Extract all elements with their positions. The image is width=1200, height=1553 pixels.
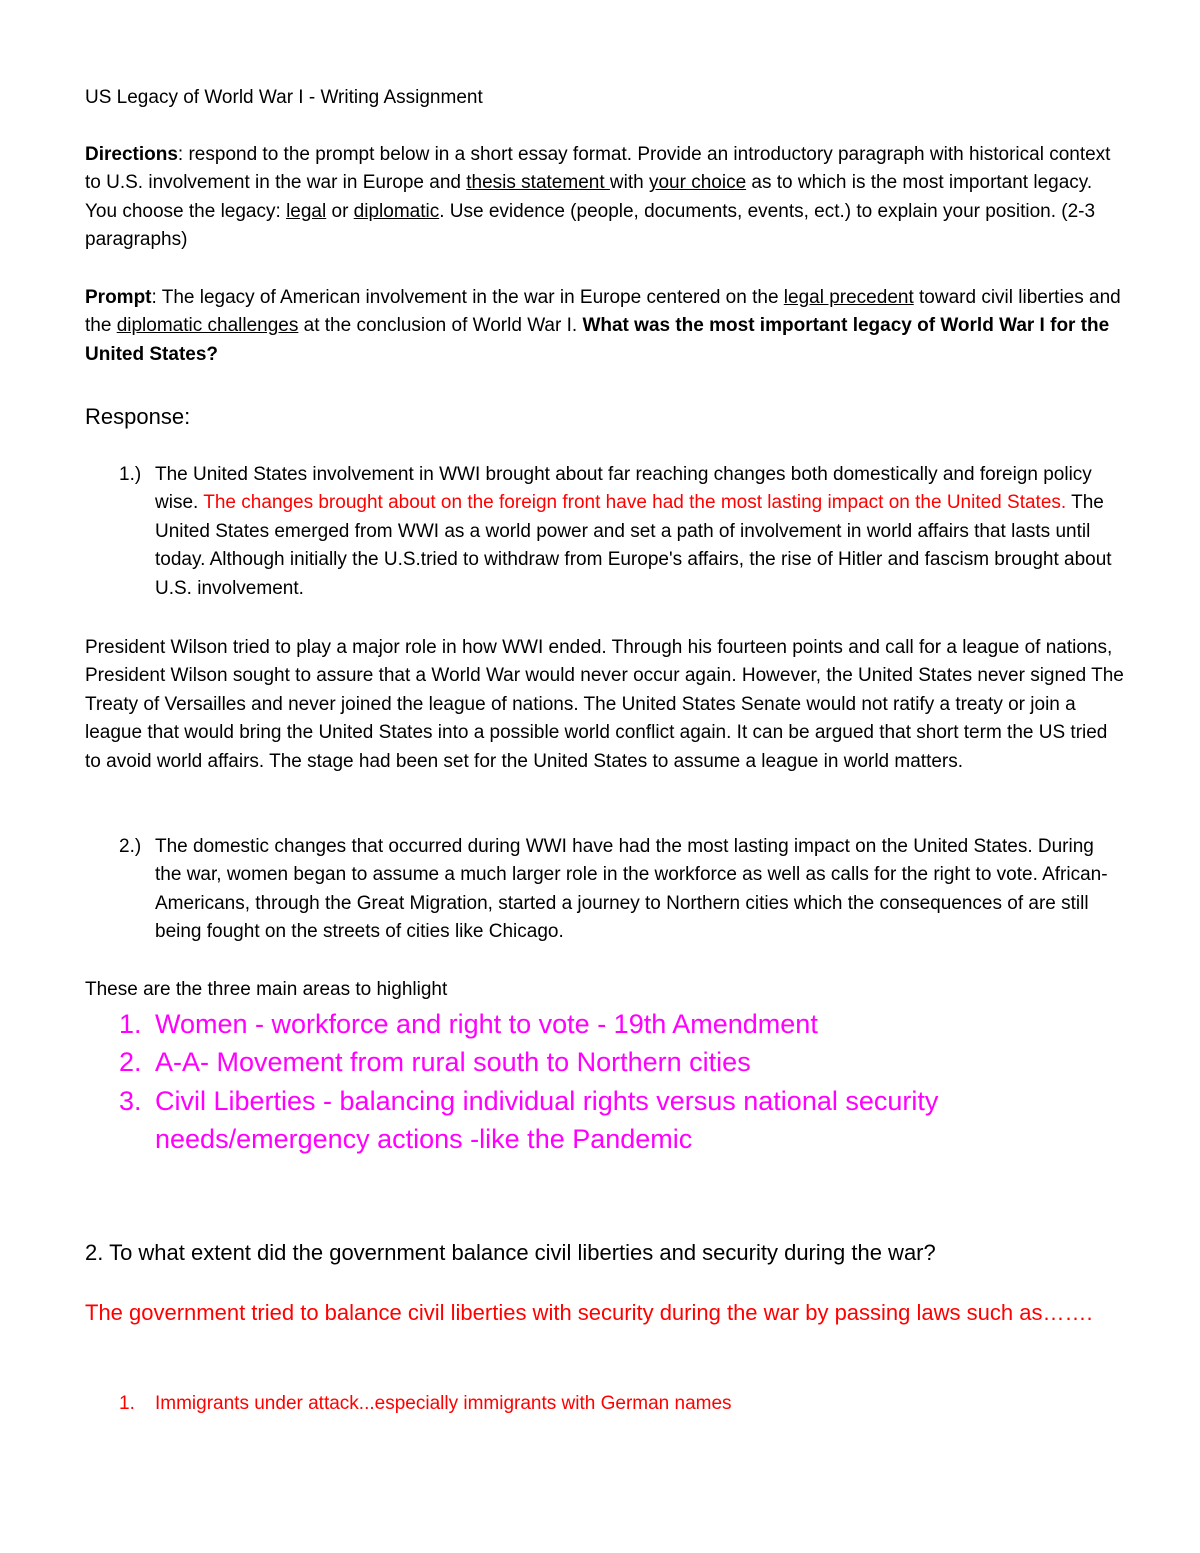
- list-number: 1.: [119, 1009, 142, 1039]
- prompt-text-1: : The legacy of American involvement in the war in Europe centered on the: [151, 287, 784, 308]
- answer-item-1: [119, 1390, 1119, 1418]
- response-label: Response:: [85, 404, 191, 429]
- document-title: US Legacy of World War I - Writing Assignment: [85, 87, 483, 108]
- response-item-1: [119, 461, 1119, 603]
- list-number: 1.: [119, 1393, 135, 1414]
- highlight-item-1: [119, 1005, 1119, 1043]
- prompt-text-3: at the conclusion of World War I.: [298, 315, 583, 337]
- list-item-text: Immigrants under attack...especially immigrants with German names: [155, 1393, 732, 1414]
- list-item-text: [155, 461, 1119, 603]
- item1-text-1: The United States involvement in WWI brought about far reaching changes both domestically and foreign policy wise.: [155, 464, 1092, 514]
- highlight-item-2: [119, 1043, 1119, 1081]
- item1-red-text: The changes brought about on the foreign front have had the most lasting impact on the United States.: [203, 492, 1067, 514]
- diplomatic-underlined: diplomatic: [353, 200, 440, 222]
- thesis-statement-underlined: thesis statement: [466, 172, 610, 194]
- answer-2: The government tried to balance civil liberties with security during the war by passing laws such as…….: [85, 1300, 1093, 1325]
- prompt-question: What was the most important legacy of World War I for the United States?: [85, 315, 1110, 365]
- directions-text-4: or: [326, 200, 354, 222]
- highlight-item-3: [119, 1082, 1119, 1158]
- diplomatic-challenges-underlined: diplomatic challenges: [116, 315, 299, 337]
- highlight-intro: These are the three main areas to highlight: [85, 979, 448, 1000]
- directions-text-1: : respond to the prompt below in a short essay format. Provide an introductory paragraph with historical context to U.S. involvement in the war in Europe and: [85, 144, 1111, 194]
- item1-text-2: The United States emerged from WWI as a world power and set a path of involvement in world affairs that lasts until today. Although initially the U.S.tried to withdraw from Europe's affairs, the rise of Hitler and fascism brought about U.S. involvement.: [155, 492, 1112, 599]
- list-item-text: The domestic changes that occurred during WWI have had the most lasting impact on the United States. During the war, women began to assume a much larger role in the workforce as well as calls for the right to vote. African- Americans, through the Great Migration, started a journey to Northern cities which the consequences of are still being fought on the streets of cities like Chicago.: [155, 836, 1108, 943]
- prompt-text-2: toward civil liberties and the: [85, 287, 1121, 337]
- directions-text-2: with: [609, 172, 649, 194]
- directions-paragraph: [85, 141, 1125, 255]
- list-item-text: A-A- Movement from rural south to Northern cities: [155, 1047, 751, 1077]
- directions-text-3: as to which is the most important legacy. You choose the legacy:: [85, 172, 1093, 222]
- response-item-2: [119, 833, 1119, 947]
- list-item-text: Civil Liberties - balancing individual rights versus national security needs/emergency actions -like the Pandemic: [155, 1086, 939, 1154]
- list-number: 2.: [119, 1047, 142, 1077]
- legal-precedent-underlined: legal precedent: [783, 287, 914, 308]
- prompt-label: Prompt: [85, 287, 152, 308]
- list-item-text: Women - workforce and right to vote - 19th Amendment: [155, 1009, 818, 1039]
- list-number: 2.): [119, 836, 142, 857]
- legal-underlined: legal: [286, 200, 327, 222]
- wilson-paragraph: President Wilson tried to play a major role in how WWI ended. Through his fourteen points and call for a league of nations, President Wilson sought to assure that a World War would never occur again. However, the United States never signed The Treaty of Versailles and never joined the league of nations. The United States Senate would not ratify a treaty or join a league that would bring the United States into a possible world conflict again. It can be argued that short term the US tried to avoid world affairs. The stage had been set for the United States to assume a league in world matters.: [85, 637, 1124, 772]
- list-number: 3.: [119, 1086, 142, 1116]
- directions-label: Directions: [85, 144, 178, 165]
- directions-text-5: . Use evidence (people, documents, events, ect.) to explain your position. (2-3 paragraphs): [85, 200, 1096, 251]
- prompt-paragraph: [85, 284, 1125, 369]
- question-2: 2. To what extent did the government balance civil liberties and security during the war?: [85, 1240, 936, 1265]
- list-number: 1.): [119, 464, 142, 485]
- your-choice-underlined: your choice: [648, 172, 747, 194]
